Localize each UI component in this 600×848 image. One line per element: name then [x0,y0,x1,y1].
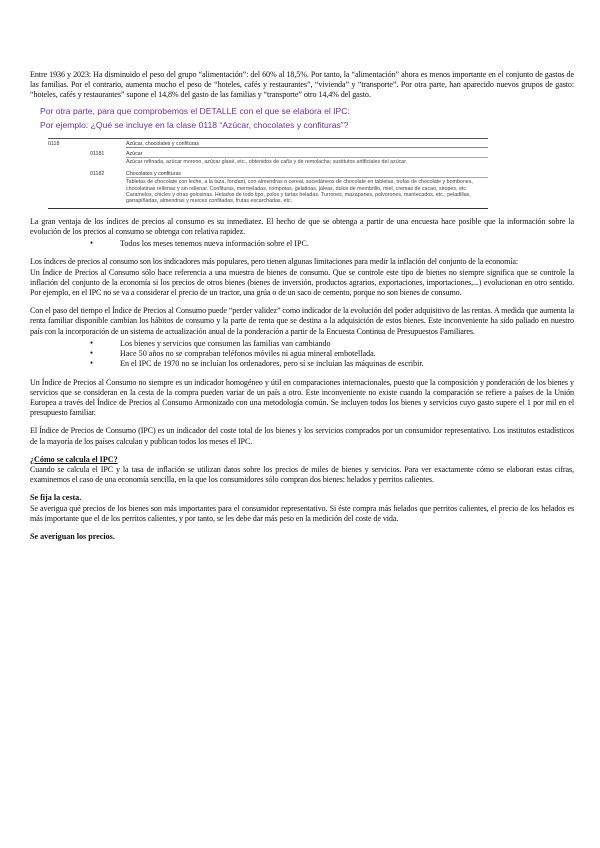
homogeneo-paragraph: Un Índice de Precios al Consumo no siempre es un indicador homogéneo y útil en comparaciones internacionales, puesto que la composición y ponderación de los bienes y servicios que se consideran en la cesta de la compra pueden variar de un país a otro. Este inconveniente no existe cuando la comparación se refiere a países de la Unión Europea a través del Índice de Precios al Consumo Armonizado con una metodología común. Se incluyen todos los bienes y servicios cuyo gasto supere el 1 por mil en el presupuesto familiar. [30,377,574,418]
validez-list [30,339,574,370]
subclass-code: 01182 [90,170,105,177]
precios-heading: Se averiguan los precios. [30,531,115,541]
subclass-title: Chocolates y confituras [126,171,488,178]
definicion-paragraph: El Índice de Precios de Consumo (IPC) es un indicador del coste total de los bienes y los servicios comprados por un consumidor representativo. Los institutos estadísticos de la mayoría de los países calculan y publican todos los meses el IPC. [30,426,574,446]
ventaja-list [30,239,574,249]
subclass-description: Azúcar refinada, azúcar moreno, azúcar glasé, etc., obtenidos de caña y de remolacha; sustitutos artificiales del azúcar. [126,159,408,166]
callout-detalle: Por otra parte, para que comprobemos el DETALLE con el que se elabora el IPC: [40,105,350,116]
class-label: Azúcar, chocolates y confituras [126,139,488,148]
calcula-paragraph: Cuando se calcula el IPC y la tasa de inflación se utilizan datos sobre los precios de miles de bienes y servicios. Para ver exactamente cómo se elaboran estas cifras, examinemos el caso de una economía sencilla, en la que los consumidores sólo compran dos bienes: helados y perritos calientes. [30,464,574,485]
muestra-paragraph: Un Índice de Precios al Consumo sólo hace referencia a una muestra de bienes de consumo. Que se controle este tipo de bienes no siempre significa que se controle la inflación del conjunto de la economía si los precios de otros bienes (bienes de inversión, productos agrarios, exportaciones, importaciones,...) evolucionan en otro sentido. Por ejemplo, en el IPC no se va a considerar el precio de un tractor, una grúa o de un saco de cemento, porque no son bienes de consumo. [30,267,574,298]
ipc-class-table [48,138,488,209]
limitaciones-paragraph: Los índices de precios al consumo son los indicadores más populares, pero tienen algunas limitaciones para medir la inflación del conjunto de la economía: [30,257,519,267]
cesta-heading: Se fija la cesta. [30,493,82,503]
ventaja-paragraph: La gran ventaja de los índices de precios al consumo es su inmediatez. El hecho de que se obtenga a partir de una encuesta hace posible que la información sobre la evolución de los precios al consumo se obtenga con relativa rapidez. [30,216,574,237]
class-code: 0118 [48,140,60,147]
cesta-paragraph: Se averigua qué precios de los bienes son más importantes para el consumidor representativo. Si éste compra más helados que perritos calientes, el precio de los helados es más importante que el de los perritos calientes, y por tanto, se les debe dar más peso en la medición del coste de vida. [30,503,574,523]
document-page [30,70,574,542]
callout-ejemplo: Por ejemplo: ¿Qué se incluye en la clase 0118 “Azúcar, chocolates y confituras”? [40,119,349,130]
validez-paragraph: Con el paso del tiempo el Índice de Precios al Consumo puede “perder validez” como indicador de la evolución del poder adquisitivo de las rentas. A medida que aumenta la renta familiar disponible cambian los hábitos de consumo y la parte de renta que se destina a la adquisición de estos bienes. Este inconveniente ha sido paliado en nuestro país con la incorporación de un sistema de actualización anual de la ponderación a partir de la Encuesta Continua de Presupuestos Familiares. [30,306,574,336]
intro-paragraph: Entre 1936 y 2023: Ha disminuido el peso del grupo “alimentación”: del 60% al 18,5%. Por tanto, la “alimentación” ahora es menos importante en el conjunto de gastos de las familias. Por el contrario, aumenta mucho el peso de “hoteles, cafés y restaurantes”, “vivienda” y “transporte”. Por otra parte, han aparecido nuevos grupos de gasto: “hoteles, cafés y restaurantes” supone el 14,8% del gasto de las familias y “transporte” otro 14,4% del gasto. [30,70,574,100]
subclass-title: Azúcar [126,151,488,158]
list-item: ● Hace 50 años no se compraban teléfonos móviles ni agua mineral embotellada. [30,349,574,359]
list-item: ● En el IPC de 1970 no se incluían los ordenadores, pero sí se incluían las máquinas de escribir. [30,359,574,369]
list-item: ● Los bienes y servicios que consumen las familias van cambiando [30,339,574,349]
list-item: ● Todos los meses tenemos nueva información sobre el IPC. [30,239,574,249]
table-bottom-rule [48,208,488,209]
subclass-code: 01181 [90,151,105,158]
calcula-heading: ¿Cómo se calcula el IPC? [30,454,118,464]
subclass-description: Tabletas de chocolate con leche, a la taza, fondant, con almendras o cereal, sucedáneos de chocolate en tabletas, trufas de chocolate y bombones, chocolatinas rellenas y sin rellenar. Confituras, mermeladas, compotas, gelatinas, jaleas, dulce de membrillo, miel, cremas de cacao, siropes, etc. Caramelos, chicles y otras golosinas. Helados de todo tipo, polos y tartas heladas. Turrones, mazapanes, polvorones, mantecados, etc.; peladillas, garrapiñadas, almendras y nueces confitadas, frutas escarchadas, etc. [126,179,473,205]
